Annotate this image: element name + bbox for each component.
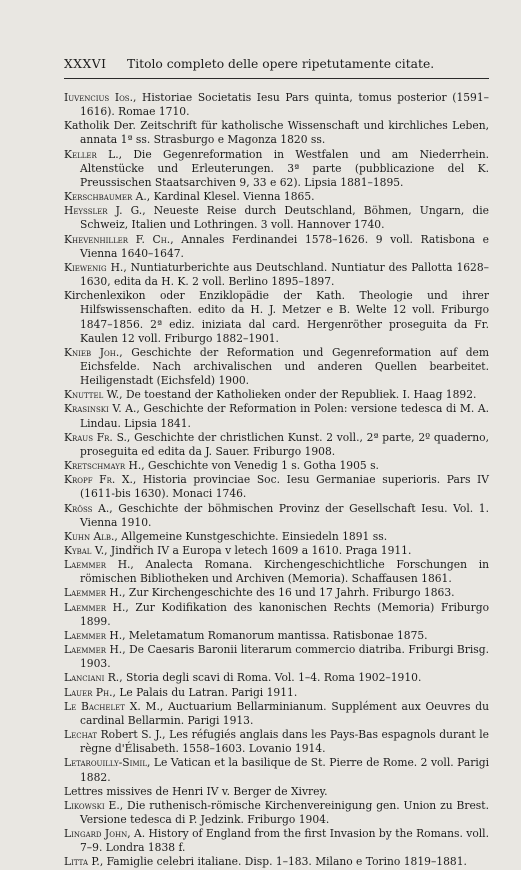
entry-author: Lauer Ph. xyxy=(64,685,113,699)
bibliography-entry xyxy=(64,530,489,544)
bibliography-entry xyxy=(64,558,489,586)
entry-author: Knuttel W. xyxy=(64,388,120,402)
page-number: XXXVI xyxy=(64,57,107,71)
bibliography-entry xyxy=(64,119,489,147)
entry-text: , De Caesaris Baronii literarum commercio diatriba. Friburgi Brisg. 1903. xyxy=(80,643,489,671)
running-head xyxy=(64,57,489,75)
bibliography-entry xyxy=(64,431,489,459)
entry-author: Kraus Fr. S. xyxy=(64,430,127,444)
entry-author: Laemmer H. xyxy=(64,558,131,572)
entry-text: , Zur Kodifikation des kanonischen Rechts (Memoria) Friburgo 1899. xyxy=(80,600,489,628)
bibliography-entry xyxy=(64,233,489,261)
entry-text: , Kardinal Klesel. Vienna 1865. xyxy=(146,190,315,204)
entry-text: , Meletamatum Romanorum mantissa. Ratisbonae 1875. xyxy=(122,628,428,642)
entry-text: , Famiglie celebri italiane. Disp. 1–183. Milano e Torino 1819–1881. xyxy=(99,855,467,869)
entry-author: Keller L. xyxy=(64,147,119,161)
entry-text: , Die ruthenisch-römische Kirchenvereinigung gen. Union zu Brest. Versione tedesca di P. Jedzink. Friburgo 1904. xyxy=(80,798,489,826)
entry-text: , Geschichte von Venedig 1 s. Gotha 1905 s. xyxy=(141,459,379,473)
entry-text: , Historiae Societatis Iesu Pars quinta, tomus posterior (1591–1616). Romae 1710. xyxy=(80,91,489,119)
bibliography-entry xyxy=(64,855,489,869)
bibliography-entry xyxy=(64,827,489,855)
bibliography-entry xyxy=(64,756,489,784)
bibliography-entry xyxy=(64,586,489,600)
entry-author: Laemmer H. xyxy=(64,586,123,600)
entry-text: Robert S. J., Les réfugiés anglais dans les Pays-Bas espagnols durant le règne d'Élisabeth. 1558–1603. Lovanio 1914. xyxy=(80,728,489,756)
bibliography-entry xyxy=(64,289,489,346)
entry-text: , Le Palais du Latran. Parigi 1911. xyxy=(112,685,298,699)
bibliography-entry xyxy=(64,785,489,799)
entry-author: Letarouilly-Simil xyxy=(64,756,147,770)
bibliography-entry xyxy=(64,261,489,289)
entry-author: Kröss A. xyxy=(64,501,110,515)
entry-text: , A. History of England from the first Invasion by the Romans. voll. 7–9. Londra 1838 f. xyxy=(80,827,490,855)
entry-text: , Nuntiaturberichte aus Deutschland. Nuntiatur des Pallotta 1628–1630, edita da H. K. 2 voll. Berlino 1895–1897. xyxy=(80,260,489,289)
entry-author: Kiewenig H. xyxy=(64,260,124,274)
entry-text: , Geschichte der Reformation in Polen: versione tedesca di M. A. Lindau. Lipsia 1841. xyxy=(80,402,489,430)
entry-text: , Geschichte der christlichen Kunst. 2 voll., 2ª parte, 2º quaderno, proseguita ed edita da J. Sauer. Friburgo 1908. xyxy=(80,430,489,458)
entry-author: Kerschbaumer A. xyxy=(64,190,147,204)
running-title: Titolo completo delle opere ripetutamente citate. xyxy=(127,57,435,71)
entry-text: , Jindřich IV a Europa v letech 1609 a 1610. Praga 1911. xyxy=(104,544,412,557)
entry-text: , Storia degli scavi di Roma. Vol. 1–4. Roma 1902–1910. xyxy=(119,671,422,685)
entry-author: Lingard John xyxy=(64,827,128,841)
bibliography-entry xyxy=(64,346,489,388)
bibliography-entry xyxy=(64,388,489,402)
bibliography-entry xyxy=(64,700,489,728)
bibliography-entry xyxy=(64,728,489,756)
entry-text: , Geschichte der böhmischen Provinz der Gesellschaft Iesu. Vol. 1. Vienna 1910. xyxy=(80,501,489,529)
entry-text: , Allgemeine Kunstgeschichte. Einsiedeln 1891 ss. xyxy=(114,529,388,543)
entry-author: Laemmer H. xyxy=(64,600,126,614)
entry-text: Kirchenlexikon oder Enziklopädie der Kath. Theologie und ihrer Hilfswissenschaften. edito da H. J. Metzer e B. Welte 12 voll. Friburgo 1847–1856. 2ª ediz. iniziata dal card. Hergenröther proseguita da Fr. Kaulen 12 voll. Friburgo 1882–1901. xyxy=(64,289,489,345)
bibliography-entry xyxy=(64,629,489,643)
entry-author: Likowski E. xyxy=(64,798,120,812)
entry-text: , Neueste Reise durch Deutschland, Böhmen, Ungarn, die Schweiz, Italien und Lothringen. 3 voll. Hannover 1740. xyxy=(80,204,490,232)
entry-text: , Historia provinciae Soc. Iesu Germaniae superioris. Pars IV (1611-bis 1630). Monaci 1746. xyxy=(80,473,489,501)
entry-author: Iuvencius Ios. xyxy=(64,91,134,104)
entry-author: Khevenhiller F. Ch. xyxy=(64,232,171,246)
entry-text: Lettres missives de Henri IV v. Berger de Xivrey. xyxy=(64,784,328,798)
entry-author: Kybal V. xyxy=(64,544,105,557)
bibliography-entry xyxy=(64,190,489,204)
entry-author: Lanciani R. xyxy=(64,671,120,685)
bibliography-entry xyxy=(64,502,489,530)
entry-author: Kretschmayr H. xyxy=(64,459,142,473)
entry-author: Heyssler J. G. xyxy=(64,204,143,218)
entry-author: Laemmer H. xyxy=(64,628,123,642)
bibliography-entry xyxy=(64,671,489,685)
bibliography-entry xyxy=(64,544,489,558)
bibliography-entry xyxy=(64,686,489,700)
entry-text: , Zur Kirchengeschichte des 16 und 17 Jahrh. Friburgo 1863. xyxy=(122,586,455,600)
entry-text: , Le Vatican et la basilique de St. Pierre de Rome. 2 voll. Parigi 1882. xyxy=(80,756,489,784)
entry-author: Lechat xyxy=(64,728,98,742)
entry-text: , Geschichte der Reformation und Gegenreformation auf dem Eichsfelde. Nach archivalischen und anderen Quellen bearbeitet. Heiligenstadt (Eichsfeld) 1900. xyxy=(80,345,489,388)
entry-author: Le Bachelet X. M. xyxy=(64,699,160,713)
bibliography-entry xyxy=(64,601,489,629)
bibliography-entry xyxy=(64,799,489,827)
bibliography-entry xyxy=(64,204,489,232)
entry-author: Krasinski V. A. xyxy=(64,402,137,416)
entry-text: Katholik Der. Zeitschrift für katholische Wissenschaft und kirchliches Leben, annata 1ª ss. Strasburgo e Magonza 1820 ss. xyxy=(64,119,489,147)
bibliography-entry xyxy=(64,148,489,190)
entry-author: Kuhn Alb. xyxy=(64,529,115,543)
bibliography-entry xyxy=(64,91,489,119)
entry-text: , Die Gegenreformation in Westfalen und am Niederrhein. Altenstücke und Erleuterungen. 3ª parte (pubblicazione del K. Preussischen Staatsarchiven 9, 33 e 62). Lipsia 1881–1895. xyxy=(80,147,490,189)
header-rule xyxy=(64,78,489,79)
entry-text: , Analecta Romana. Kirchengeschichtliche Forschungen in römischen Bibliotheken und Archiven (Memoria). Schaffausen 1861. xyxy=(80,558,489,586)
entry-text: , Auctuarium Bellarminianum. Supplément aux Oeuvres du cardinal Bellarmin. Parigi 1913. xyxy=(80,699,489,727)
bibliography-entry xyxy=(64,402,489,430)
entry-author: Kropf Fr. X. xyxy=(64,473,133,487)
entry-text: , Annales Ferdinandei 1578–1626. 9 voll. Ratisbona e Vienna 1640–1647. xyxy=(80,232,490,260)
bibliography-entry xyxy=(64,643,489,671)
bibliography-list xyxy=(64,91,489,870)
entry-text: , De toestand der Katholieken onder der Republiek. I. Haag 1892. xyxy=(119,388,477,402)
bibliography-entry xyxy=(64,473,489,501)
bibliography-entry xyxy=(64,459,489,473)
entry-author: Knieb Joh. xyxy=(64,345,120,359)
entry-author: Laemmer H. xyxy=(64,643,123,657)
entry-author: Litta P. xyxy=(64,855,100,869)
